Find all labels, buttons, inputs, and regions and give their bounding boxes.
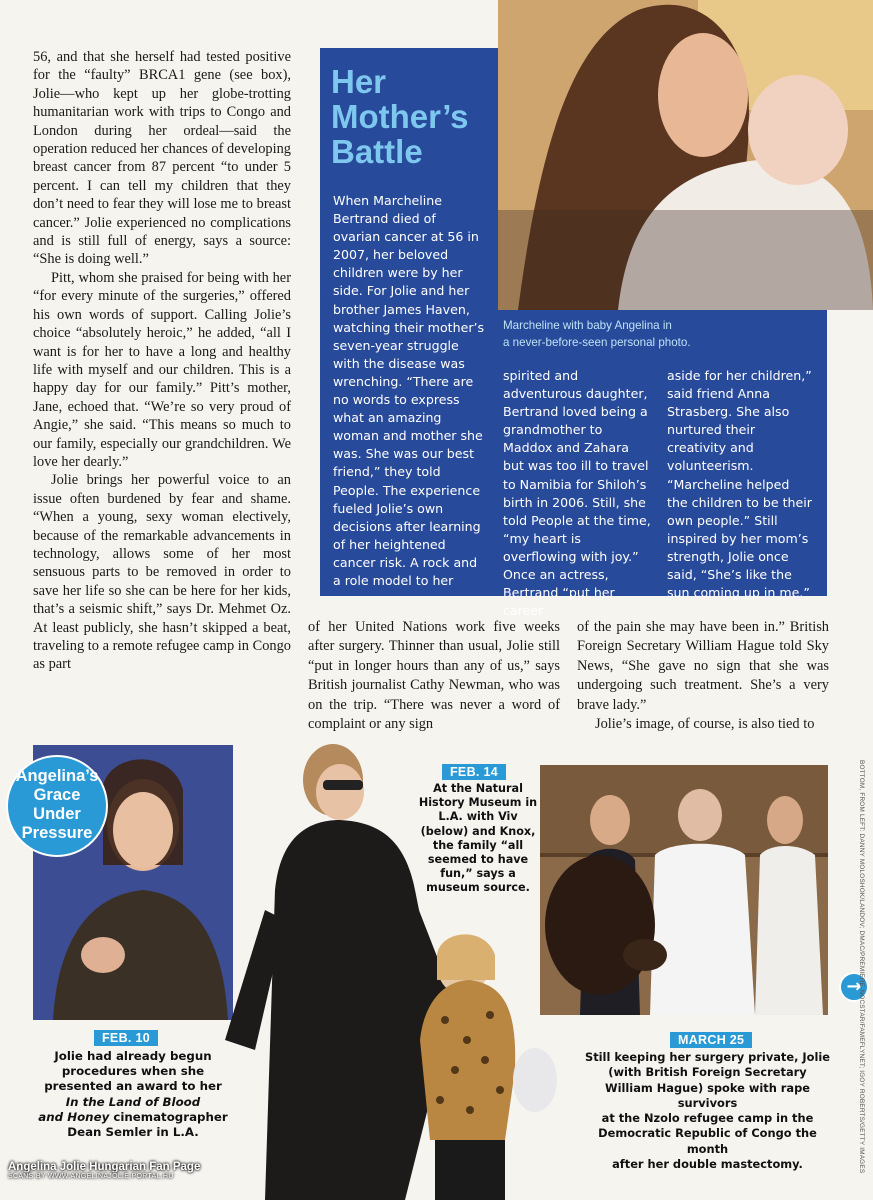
caption-line: Marcheline with baby Angelina in — [503, 319, 672, 332]
caption-line: William Hague) spoke with rape survivors — [605, 1080, 810, 1110]
badge-line: Angelina’s — [15, 767, 99, 785]
badge-line: Grace — [33, 786, 81, 804]
photo-illustration — [540, 765, 828, 1015]
caption-line: L.A. with Viv — [438, 810, 518, 824]
feb14-date-tag: FEB. 14 — [442, 764, 506, 780]
caption-line: museum source. — [426, 881, 530, 895]
feb10-date-tag: FEB. 10 — [94, 1030, 158, 1046]
badge-line: Under — [33, 805, 81, 823]
watermark-line: Angelina Jolie Hungarian Fan Page — [8, 1161, 201, 1173]
article-column-1 — [33, 48, 291, 674]
caption-line: at the Nzolo refugee camp in the — [601, 1111, 814, 1126]
caption-line: Dean Semler in L.A. — [67, 1125, 199, 1140]
headline-line: Her — [331, 63, 387, 100]
watermark-line: SCANS BY WWW.ANGELINAJOLIE.PORTAL.HU — [8, 1173, 174, 1180]
feb10-caption — [28, 1049, 238, 1140]
photo-credits: BOTTOM, FROM LEFT: DANNY MOLOSHOK/LANDOV; DMAC/PREMIERE-NOCSTAR/FAMEFLYNET; IGOY ROBERTS/GETTY IMAGES — [858, 760, 865, 1174]
caption-line: Still keeping her surgery private, Jolie — [585, 1050, 830, 1064]
article-column-3 — [577, 618, 829, 734]
feb14-caption — [415, 782, 541, 896]
sidebar-headline — [331, 64, 501, 169]
caption-line: (below) and Knox, — [420, 824, 536, 838]
sidebar-photo — [498, 0, 873, 310]
paragraph: Jolie’s image, of course, is also tied to — [595, 716, 815, 733]
caption-line: after her double mastectomy. — [612, 1157, 803, 1172]
watermark — [8, 1161, 248, 1180]
caption-line: At the Natural — [433, 782, 523, 795]
arrow-right-icon: → — [846, 976, 862, 997]
photo-illustration — [498, 0, 873, 310]
march25-caption — [585, 1050, 830, 1172]
badge-grace-under-pressure — [6, 755, 108, 857]
headline-line: Battle — [331, 133, 423, 170]
march25-date-tag: MARCH 25 — [670, 1032, 752, 1048]
caption-line: procedures when she — [61, 1064, 205, 1079]
badge-line: Pressure — [21, 824, 93, 842]
sidebar-column-1: When Marcheline Bertrand died of ovarian cancer at 56 in 2007, her beloved children were by her side. For Jolie and her brother James Haven, watching their mother’s seven-year struggle with the disease was wrenching. “There are no words to express what an amazing woman and mother she was. She was our best friend,” they told People. The experience fueled Jolie’s own decisions after learning of her heightened cancer risk. A rock and a role model to her — [333, 193, 485, 588]
caption-line: the family “all — [432, 838, 524, 852]
film-title: In the Land of Blood — [65, 1094, 201, 1109]
caption-line: a never-before-seen personal photo. — [503, 335, 691, 349]
caption-line: Democratic Republic of Congo the month — [598, 1126, 817, 1156]
caption-line: Jolie had already begun — [54, 1049, 212, 1063]
headline-line: Mother’s — [331, 98, 469, 135]
caption-line: History Museum in — [418, 796, 538, 810]
march25-photo — [540, 765, 828, 1015]
article-column-2: of her United Nations work five weeks after surgery. Thinner than usual, Jolie still “put in longer hours than any of us,” says British journalist Cathy Newman, who was on the trip. “There was never a word of complaint or any sign — [308, 619, 560, 733]
caption-line: fun,” says a — [440, 867, 516, 881]
caption-line: seemed to have — [427, 853, 529, 867]
film-title: and Honey — [38, 1109, 110, 1124]
paragraph: 56, and that she herself had tested positive for the “faulty” BRCA1 gene (see box), Jolie—who kept up her globe-trotting humanitarian work with trips to Congo and London during her ordeal—said the operation reduced her chances of developing breast cancer from 87 percent “to under 5 percent. I can tell my children that they don’t need to fear they will lose me to breast cancer.” Jolie experienced no complications and is still full of energy, says a source: “She is doing well.” — [33, 49, 291, 268]
sidebar-column-3: aside for her children,” said friend Anna Strasberg. She also nurtured their creativity and volunteerism. “Marcheline helped the children to be their own people.” Still inspired by her mom’s strength, Jolie once said, “She’s like the sun coming up in me.” — [667, 368, 812, 601]
caption-line: (with British Foreign Secretary — [608, 1065, 807, 1080]
paragraph: Pitt, whom she praised for being with her “for every minute of the surgeries,” offered his own words of support. Calling Jolie’s choice “absolutely heroic,” he added, “all I want is for her to have a long and healthy life with myself and our children. This is a happy day for our family.” Pitt’s mother, Jane, echoed that. “We’re so very proud of Angie,” she said. “This means so much to our family, especially our grandchildren. We love her dearly.” — [33, 269, 291, 470]
caption-line: cinematographer — [109, 1109, 228, 1124]
sidebar-photo-caption — [503, 318, 803, 351]
paragraph: Jolie brings her powerful voice to an issue often burdened by fear and shame. “When a young, sexy woman electively, because of the remarkable advancements in technology, allows some of her most sensuous parts to be removed in order to save her life so she can be here for her kids, that’s a seismic shift,” says Dr. Mehmet Oz. At least publicly, she hasn’t skipped a beat, traveling to a remote refugee camp in Congo as part — [33, 472, 291, 673]
paragraph: of the pain she may have been in.” British Foreign Secretary William Hague told Sky News, “She gave no sign that she was undergoing such treatment. She’s a very brave lady.” — [577, 619, 829, 713]
caption-line: presented an award to her — [44, 1079, 222, 1094]
sidebar-column-2: spirited and adventurous daughter, Bertrand loved being a grandmother to Maddox and Zahara but was too ill to travel to Namibia for Shiloh’s birth in 2006. Still, she told People at the time, “my heart is overflowing with joy.” Once an actress, Bertrand “put her career — [503, 368, 651, 619]
